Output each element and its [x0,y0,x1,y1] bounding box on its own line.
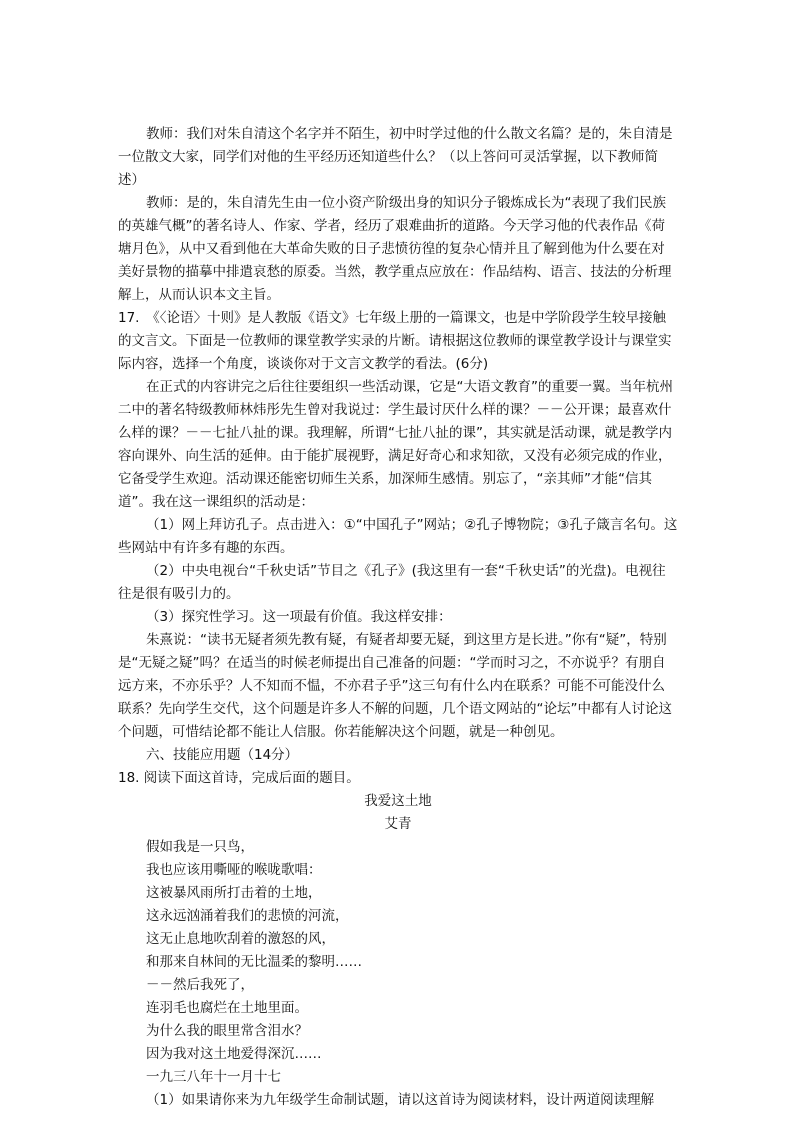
activity-item-1: （1）网上拜访孔子。点击进入：①“中国孔子”网站；②孔子博物院；③孔子箴言名句。这些网站中有许多有趣的东西。 [118,517,678,556]
question-17: 17. 《〈论语〉十则》是人教版《语文》七年级上册的一篇课文，也是中学阶段学生较早接触的文言文。下面是一位教师的课堂教学实录的片断。请根据这位教师的课堂教学设计与课堂实际内容，选择一个角度，谈谈你对于文言文教学的看法。(6分) [118,310,672,372]
teacher-paragraph-2: 教师：是的，朱自清先生由一位小资产阶级出身的知识分子锻炼成长为“表现了我们民族的英雄气概”的著名诗人、作家、学者，经历了艰难曲折的道路。今天学习他的代表作品《荷塘月色》，从中又看到他在大革命失败的日子悲愤彷徨的复杂心情并且了解到他为什么要在对美好景物的描摹中排遣哀愁的原委。当然，教学重点应放在：作品结构、语言、技法的分析理解上，从而认识本文主旨。 [118,195,672,303]
poem-date: 一九三八年十一月十七 [146,1069,281,1085]
poem-line: 因为我对这土地爱得深沉…… [146,1046,322,1062]
activity-item-3: （3）探究性学习。这一项最有价值。我这样安排： [146,609,452,625]
poem-line: 和那来自林间的无比温柔的黎明…… [146,954,362,970]
poem-line: 这被暴风雨所打击着的土地， [146,885,322,901]
zhuxi-paragraph: 朱熹说：“读书无疑者须先教有疑，有疑者却要无疑，到这里方是长进。”你有“疑”，特别是“无疑之疑”吗？在适当的时候老师提出自己准备的问题：“学而时习之，不亦说乎？有朋自远方来，不亦乐乎？人不知而不愠，不亦君子乎”这三句有什么内在联系？可能不可能没什么联系？先向学生交代，这个问题是许多人不解的问题，几个语文网站的“论坛”中都有人讨论这个问题，可惜结论都不能让人信服。你若能解决这个问题，就是一种创见。 [118,632,672,740]
poem-line: 这永远汹涌着我们的悲愤的河流， [146,908,349,924]
poem-body [118,836,678,1089]
activity-intro-paragraph: 在正式的内容讲完之后往往要组织一些活动课，它是“大语文教育”的重要一翼。当年杭州二中的著名特级教师林炜彤先生曾对我说过：学生最讨厌什么样的课？－－公开课；最喜欢什么样的课？－－七扯八扯的课。我理解，所谓“七扯八扯的课”，其实就是活动课，就是教学内容向课外、向生活的延伸。由于能扩展视野，满足好奇心和求知欲，又没有必须完成的作业，它备受学生欢迎。活动课还能密切师生关系，加深师生感情。别忘了，“亲其师”才能“信其道”。我在这一课组织的活动是： [118,379,673,510]
poem-title: 我爱这土地 [364,793,432,809]
poem-line: 为什么我的眼里常含泪水？ [146,1023,308,1039]
poem-line: 我也应该用嘶哑的喉咙歌唱： [146,862,322,878]
poem-line: －－然后我死了， [146,977,254,993]
question-18: 18. 阅读下面这首诗，完成后面的题目。 [118,770,360,786]
activity-item-2: （2）中央电视台“千秋史话”节目之《孔子》(我这里有一套“千秋史话”的光盘)。电视往往是很有吸引力的。 [118,563,666,602]
document-page [118,123,678,1112]
poem-line: 这无止息地吹刮着的激怒的风， [146,931,335,947]
teacher-paragraph-1: 教师：我们对朱自清这个名字并不陌生，初中时学过他的什么散文名篇？是的，朱自清是一位散文大家，同学们对他的生平经历还知道些什么？（以上答问可灵活掌握，以下教师简述） [118,126,673,188]
section-6-heading: 六、技能应用题（14分） [146,747,299,763]
poem-line: 假如我是一只鸟， [146,839,254,855]
sub-question-1: （1）如果请你来为九年级学生命制试题，请以这首诗为阅读材料，设计两道阅读理解 [146,1092,655,1108]
poem-line: 连羽毛也腐烂在土地里面。 [146,1000,308,1016]
poem-author: 艾青 [384,816,412,832]
